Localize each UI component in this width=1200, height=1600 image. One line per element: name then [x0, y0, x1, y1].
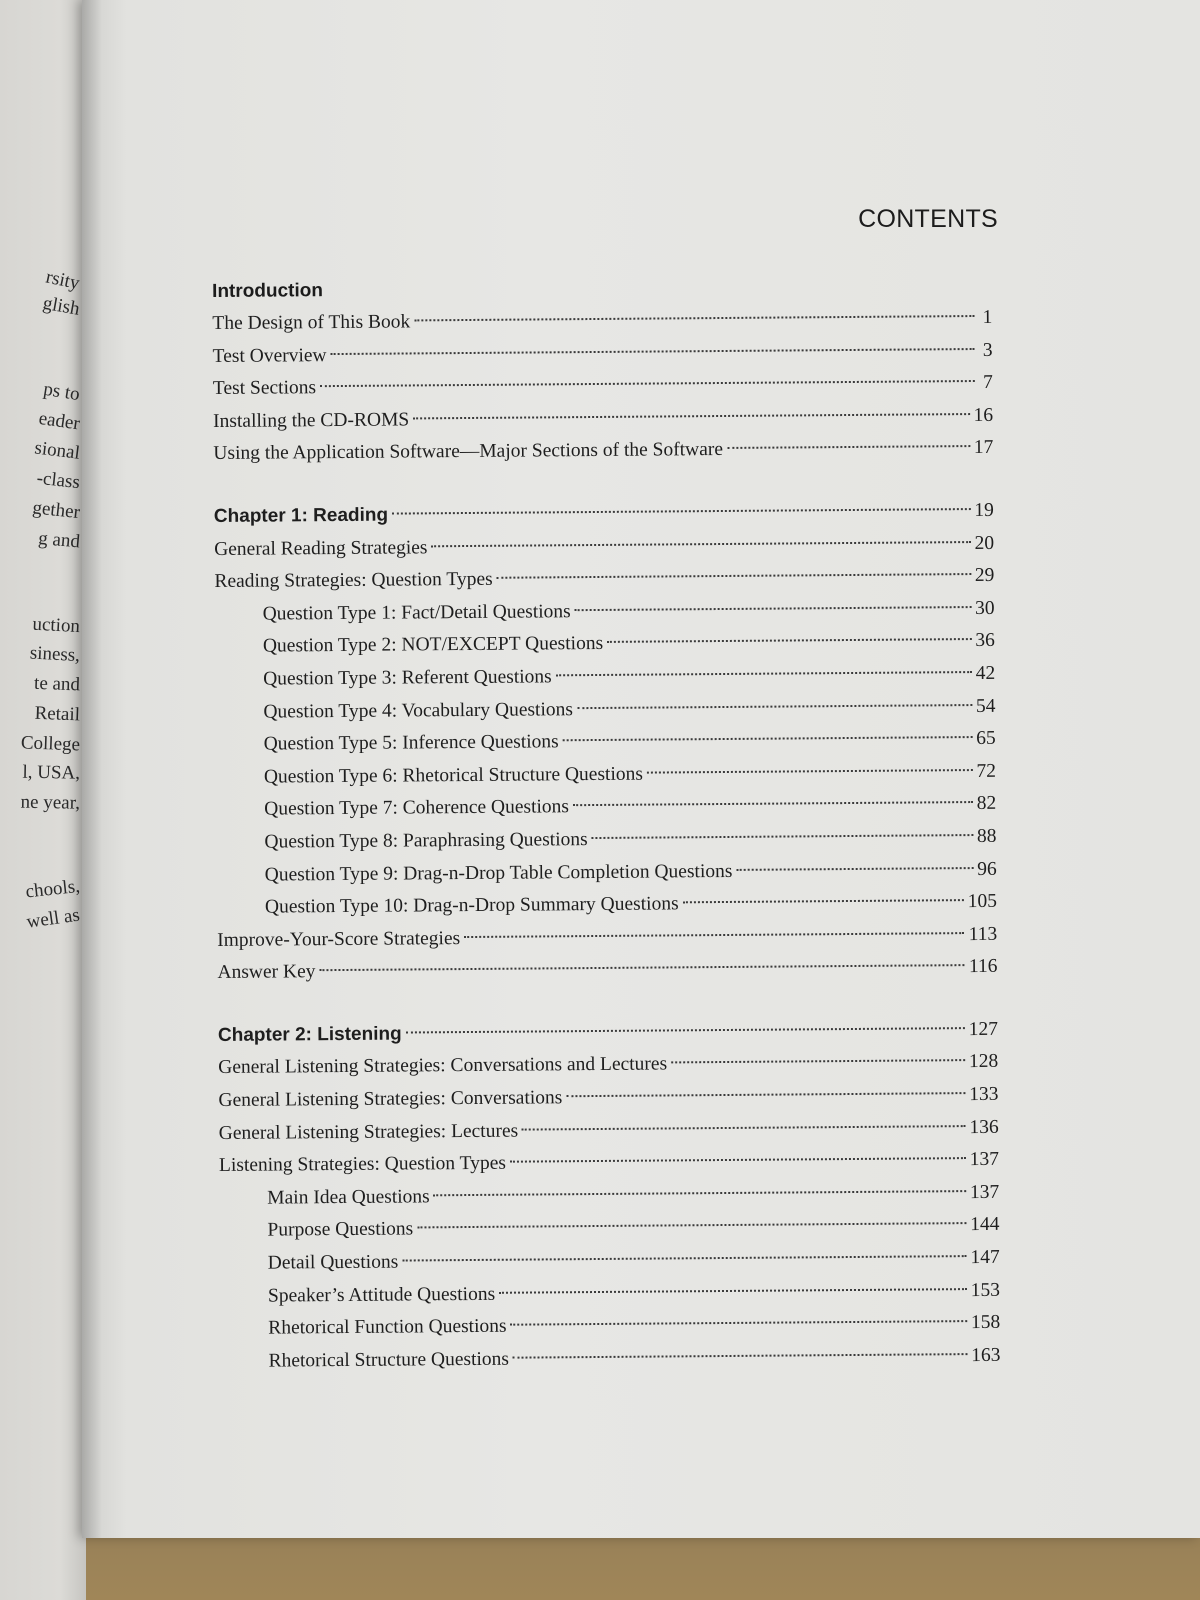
entry-title: General Reading Strategies	[214, 536, 428, 560]
left-page-fragment: rsity	[44, 266, 82, 295]
entry-page: 137	[969, 1181, 1000, 1203]
dot-leader	[727, 445, 970, 449]
dot-leader	[392, 508, 970, 515]
book-gutter	[82, 0, 102, 1538]
left-page-fragment: l, USA,	[22, 761, 81, 784]
left-page-fragment: eader	[37, 407, 82, 435]
entry-page: 144	[970, 1214, 1000, 1236]
entry-title: Speaker’s Attitude Questions	[267, 1283, 496, 1307]
entry-title: Improve-Your-Score Strategies	[217, 927, 461, 951]
entry-page: 7	[983, 372, 993, 394]
chapter-title: Chapter 2: Listening	[217, 1023, 402, 1046]
dot-leader	[592, 834, 973, 839]
entry-title: Question Type 7: Coherence Questions	[264, 796, 570, 820]
left-page-fragment: College	[20, 732, 81, 756]
dot-leader	[522, 1125, 965, 1130]
entry-page: 105	[967, 890, 998, 913]
entry-page: 96	[977, 858, 997, 880]
entry-page: 1	[982, 306, 993, 328]
entry-title: Test Sections	[212, 377, 317, 400]
dot-leader	[556, 671, 972, 676]
entry-page: 17	[973, 437, 994, 459]
entry-title: Question Type 1: Fact/Detail Questions	[262, 600, 571, 625]
entry-page: 147	[970, 1246, 1000, 1269]
dot-leader	[464, 932, 965, 938]
dot-leader	[566, 1092, 965, 1097]
entry-title: Question Type 4: Vocabulary Questions	[263, 698, 574, 723]
toc-section-listening	[218, 1014, 1001, 1379]
dot-leader	[573, 801, 973, 806]
left-page-fragment: g and	[37, 527, 81, 553]
entry-title: Main Idea Questions	[267, 1186, 430, 1209]
entry-page: 65	[976, 727, 996, 750]
entry-page: 136	[969, 1116, 999, 1138]
toc-section-introduction	[212, 270, 994, 471]
left-page-fragment: glish	[41, 292, 82, 320]
dot-leader	[402, 1255, 966, 1261]
entry-title: Question Type 8: Paraphrasing Questions	[264, 828, 588, 853]
entry-title: Listening Strategies: Question Types	[218, 1152, 507, 1177]
section-heading: Introduction	[212, 280, 324, 302]
dot-leader	[577, 704, 972, 709]
left-page-fragment: ne year,	[20, 791, 81, 814]
toc-entry[interactable]	[213, 432, 993, 471]
chapter-page: 19	[974, 499, 994, 521]
dot-leader	[434, 1190, 966, 1196]
entry-page: 16	[973, 404, 994, 426]
left-page-fragment: siness,	[29, 642, 81, 667]
toc-section-reading	[214, 495, 998, 990]
dot-leader	[647, 769, 972, 774]
left-page	[0, 0, 86, 1600]
dot-leader	[406, 1027, 965, 1033]
page-title: CONTENTS	[858, 205, 998, 233]
dot-leader	[683, 899, 964, 903]
entry-title: General Listening Strategies: Lectures	[218, 1120, 519, 1144]
entry-page: 54	[975, 695, 996, 717]
entry-title: Question Type 9: Drag-n-Drop Table Completion Questions	[264, 860, 733, 886]
dot-leader	[331, 348, 975, 355]
left-page-fragment: ps to	[41, 378, 82, 406]
entry-page: 158	[970, 1312, 1001, 1334]
entry-page: 88	[976, 825, 997, 847]
entry-title: Question Type 5: Inference Questions	[263, 731, 559, 755]
dot-leader	[413, 413, 969, 419]
entry-page: 72	[976, 760, 996, 782]
entry-page: 116	[968, 956, 998, 978]
left-page-fragment: gether	[31, 497, 81, 524]
entry-title: Question Type 6: Rhetorical Structure Questions	[263, 763, 644, 788]
entry-page: 82	[976, 793, 997, 815]
dot-leader	[431, 541, 970, 547]
left-page-fragment: Retail	[34, 702, 81, 726]
dot-leader	[513, 1353, 967, 1359]
entry-title: Test Overview	[212, 344, 327, 367]
table-of-contents	[212, 270, 1001, 1408]
entry-page: 20	[974, 532, 995, 554]
entry-title: General Listening Strategies: Conversations and Lectures	[218, 1053, 668, 1079]
dot-leader	[497, 573, 971, 579]
entry-page: 3	[982, 339, 993, 361]
entry-page: 153	[970, 1279, 1001, 1301]
dot-leader	[736, 867, 973, 871]
entry-title: Question Type 3: Referent Questions	[263, 666, 552, 690]
entry-title: Question Type 10: Drag-n-Drop Summary Questions	[264, 893, 679, 918]
left-page-fragment: -class	[35, 467, 81, 494]
entry-title: Installing the CD-ROMS	[213, 409, 410, 432]
left-page-fragment: uction	[31, 613, 81, 638]
dot-leader	[511, 1320, 967, 1326]
entry-page: 30	[975, 597, 995, 619]
dot-leader	[417, 1223, 966, 1229]
left-page-fragment: te and	[33, 672, 81, 696]
left-page-fragment: chools,	[24, 875, 81, 903]
dot-leader	[319, 964, 964, 971]
entry-page: 42	[975, 662, 996, 684]
entry-title: Rhetorical Function Questions	[268, 1315, 507, 1339]
dot-leader	[510, 1157, 966, 1163]
entry-page: 133	[969, 1083, 999, 1106]
entry-title: Question Type 2: NOT/EXCEPT Questions	[262, 633, 604, 657]
entry-title: Answer Key	[217, 961, 316, 984]
left-page-fragment: well as	[25, 904, 82, 933]
entry-page: 128	[968, 1051, 999, 1073]
dot-leader	[607, 638, 971, 643]
entry-page: 113	[968, 923, 998, 945]
dot-leader	[575, 606, 971, 611]
dot-leader	[671, 1060, 965, 1064]
entry-page: 163	[971, 1344, 1001, 1366]
entry-title: Detail Questions	[267, 1251, 399, 1274]
dot-leader	[414, 315, 974, 321]
toc-entry[interactable]	[217, 951, 997, 990]
chapter-title: Chapter 1: Reading	[213, 504, 389, 527]
dot-leader	[563, 736, 972, 741]
dot-leader	[320, 380, 975, 387]
dot-leader	[499, 1288, 967, 1294]
entry-title: The Design of This Book	[212, 311, 411, 334]
entry-title: General Listening Strategies: Conversations	[218, 1087, 563, 1112]
entry-title: Reading Strategies: Question Types	[214, 568, 493, 593]
entry-title: Purpose Questions	[267, 1218, 414, 1242]
toc-subentry[interactable]	[220, 1340, 1000, 1379]
entry-page: 36	[975, 630, 995, 652]
entry-title: Rhetorical Structure Questions	[268, 1348, 510, 1372]
left-page-fragment: sional	[33, 437, 82, 464]
entry-title: Using the Application Software—Major Sections of the Software	[213, 439, 724, 465]
entry-page: 137	[969, 1149, 1000, 1171]
entry-page: 29	[974, 565, 995, 587]
chapter-page: 127	[968, 1018, 999, 1040]
